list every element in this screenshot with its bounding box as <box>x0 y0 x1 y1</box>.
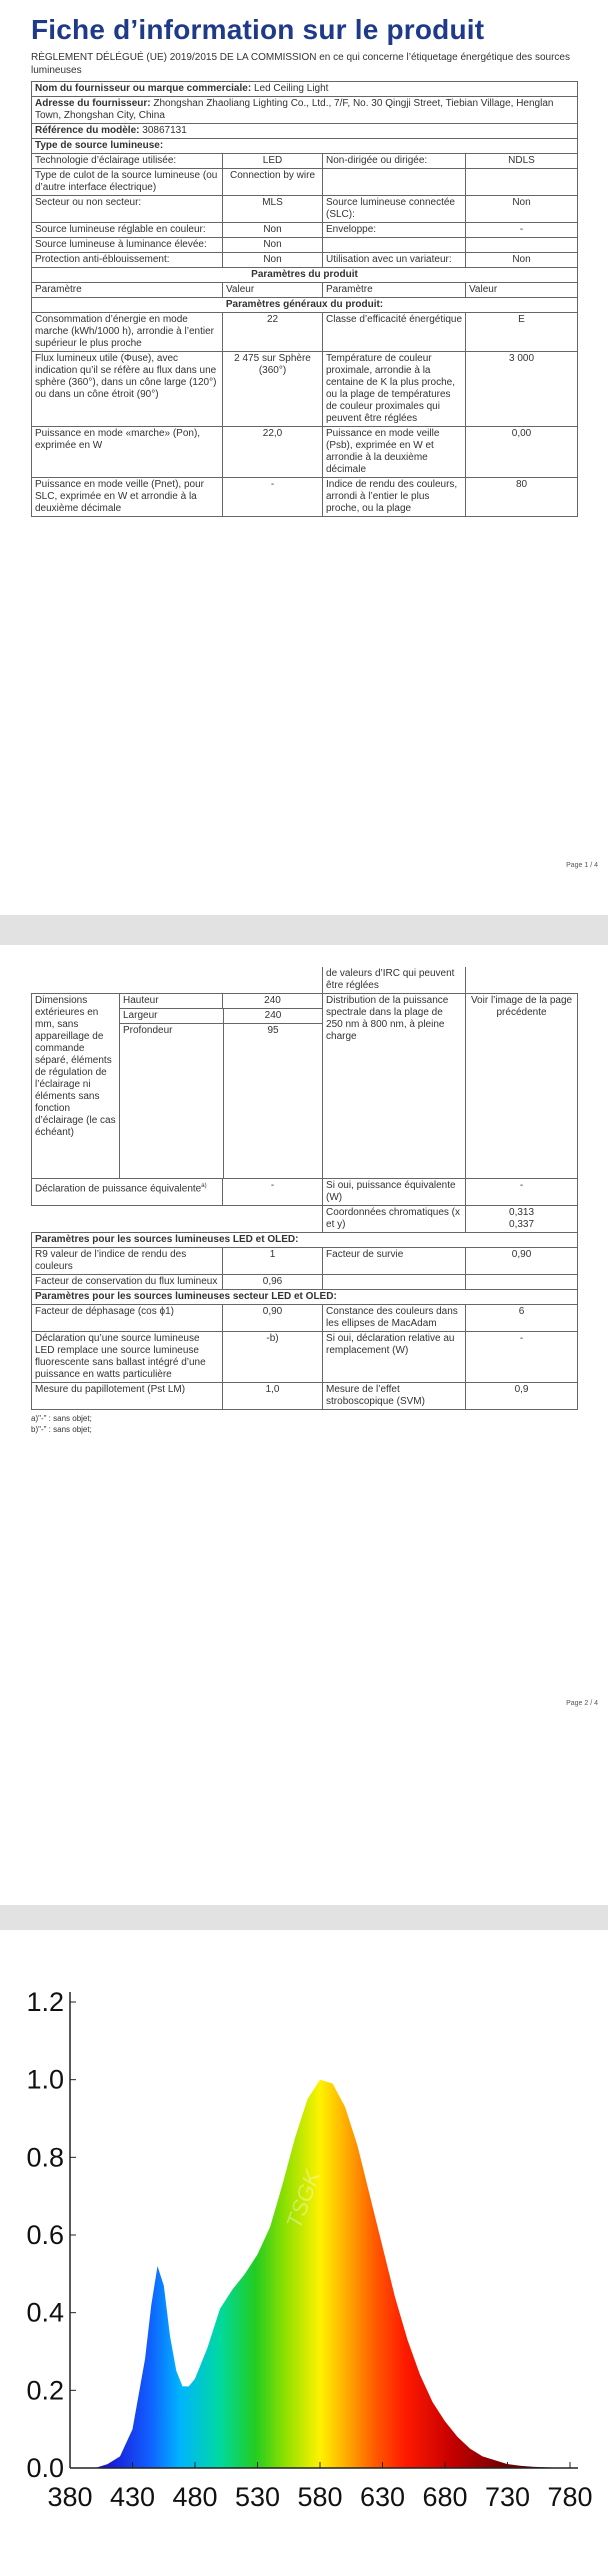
general-v1: 22 <box>223 313 323 352</box>
watermark-text: TSGK <box>431 2146 476 2212</box>
type-row <box>32 253 578 268</box>
equiv-row-label <box>32 1179 223 1206</box>
model-value: 30867131 <box>142 125 187 136</box>
type-p1: Source lumineuse réglable en couleur: <box>32 223 223 238</box>
page-separator-2 <box>0 1905 608 1930</box>
y-tick-label: 1.2 <box>26 1987 64 2017</box>
type-v2: - <box>466 223 578 238</box>
type-row <box>32 154 578 169</box>
general-v1: 2 475 sur Sphère (360°) <box>223 352 323 427</box>
led-row <box>32 1275 578 1290</box>
general-p1: Flux lumineux utile (Φuse), avec indication qu’il se réfère au flux dans une sphère (360°), dans un cône large (120°) ou dans un cône étroit (90°) <box>32 352 223 427</box>
product-info-table-cont <box>31 967 578 1410</box>
mains-v2: 6 <box>466 1305 578 1332</box>
note-b: b)"-" : sans objet; <box>31 1425 92 1434</box>
type-v2: Non <box>466 253 578 268</box>
chroma-value: 0,313 0,337 <box>466 1206 578 1233</box>
type-p2: Enveloppe: <box>323 223 466 238</box>
type-v1: Connection by wire <box>223 169 323 196</box>
mains-p1: Facteur de déphasage (cos ϕ1) <box>32 1305 223 1332</box>
type-v2 <box>466 169 578 196</box>
y-tick-label: 0.2 <box>26 2375 64 2406</box>
mains-v2: - <box>466 1332 578 1383</box>
type-v2: Non <box>466 196 578 223</box>
dim-depth-value: 95 <box>224 1024 323 1179</box>
type-row <box>32 196 578 223</box>
page-3 <box>0 1930 608 2560</box>
page-2 <box>0 945 608 1905</box>
general-v2: E <box>466 313 578 352</box>
general-p2: Classe d’efficacité énergétique <box>323 313 466 352</box>
spectral-distribution-chart <box>0 1930 608 2560</box>
equiv-p2: Si oui, puissance équivalente (W) <box>323 1179 466 1206</box>
page-number-2: Page 2 / 4 <box>566 1700 598 1707</box>
mains-p1: Mesure du papillotement (Pst LM) <box>32 1383 223 1410</box>
regulation-text: RÈGLEMENT DÉLÉGUÉ (UE) 2019/2015 DE LA COMMISSION en ce qui concerne l’étiquetage énergétique des sources lumineuses <box>31 52 570 76</box>
mains-v1: -b) <box>223 1332 323 1383</box>
type-p2: Source lumineuse connectée (SLC): <box>323 196 466 223</box>
col-value-2: Valeur <box>466 283 578 298</box>
page-number-1: Page 1 / 4 <box>566 862 598 869</box>
mains-heading: Paramètres pour les sources lumineuses secteur LED et OLED: <box>32 1290 578 1305</box>
y-tick-label: 0.8 <box>26 2142 64 2173</box>
led-row <box>32 1248 578 1275</box>
mains-p1: Déclaration qu’une source lumineuse LED remplace une source lumineuse fluorescente sans ballast intégré d’une puissance en watts particulière <box>32 1332 223 1383</box>
type-row <box>32 223 578 238</box>
led-v2 <box>466 1275 578 1290</box>
general-p2: Puissance en mode veille (Psb), exprimée en W et arrondie à la deuxième décimale <box>323 427 466 478</box>
product-info-table <box>31 81 578 517</box>
dim-height-label: Hauteur <box>120 994 223 1009</box>
watermark-text: TSGK <box>131 2116 176 2182</box>
led-v2: 0,90 <box>466 1248 578 1275</box>
x-tick-label: 580 <box>297 2482 343 2512</box>
page-1 <box>0 0 608 915</box>
type-row <box>32 169 578 196</box>
mains-row <box>32 1332 578 1383</box>
mains-row <box>32 1383 578 1410</box>
dim-width-label: Largeur <box>120 1009 224 1024</box>
mains-v2: 0,9 <box>466 1383 578 1410</box>
general-row <box>32 313 578 352</box>
type-v2 <box>466 238 578 253</box>
led-heading: Paramètres pour les sources lumineuses LED et OLED: <box>32 1233 578 1248</box>
general-row <box>32 478 578 517</box>
col-param-1: Paramètre <box>32 283 223 298</box>
type-heading: Type de source lumineuse: <box>32 139 578 154</box>
col-param-2: Paramètre <box>323 283 466 298</box>
col-value-1: Valeur <box>223 283 323 298</box>
x-tick-label: 380 <box>47 2482 93 2512</box>
equiv-value: - <box>223 1179 323 1206</box>
equiv-label: Déclaration de puissance équivalente <box>35 1183 202 1195</box>
general-p1: Consommation d’énergie en mode marche (kWh/1000 h), arrondie à l’entier supérieur le plus proche <box>32 313 223 352</box>
type-v2: NDLS <box>466 154 578 169</box>
general-p1: Puissance en mode veille (Pnet), pour SLC, exprimée en W et arrondie à la deuxième décimale <box>32 478 223 517</box>
type-v1: Non <box>223 253 323 268</box>
x-tick-label: 730 <box>484 2482 531 2512</box>
chroma-label: Coordonnées chromatiques (x et y) <box>323 1206 466 1233</box>
general-v1: 22,0 <box>223 427 323 478</box>
equiv-sup: a) <box>201 1183 207 1189</box>
note-a: a)"-" : sans objet; <box>31 1414 92 1423</box>
led-p2 <box>323 1275 466 1290</box>
type-v1: Non <box>223 238 323 253</box>
y-tick-label: 0.6 <box>26 2220 64 2250</box>
model-label: Référence du modèle: <box>35 125 140 136</box>
page-title: Fiche d’information sur le produit <box>31 14 485 45</box>
type-p1: Protection anti-éblouissement: <box>32 253 223 268</box>
general-p2: Température de couleur proximale, arrondie à la centaine de K la plus proche, ou la plage de températures de couleur proximales qui peuvent être réglées <box>323 352 466 427</box>
type-p2 <box>323 169 466 196</box>
address-value: Zhongshan Zhaoliang Lighting Co., Ltd., 7/F, No. 30 Qingji Street, Tiebian Village, Henglan Town, Zhongshan City, China <box>35 98 554 121</box>
dim-depth-label: Profondeur <box>120 1024 224 1179</box>
mains-p2: Si oui, déclaration relative au remplacement (W) <box>323 1332 466 1383</box>
type-p2 <box>323 238 466 253</box>
led-p1: R9 valeur de l’indice de rendu des couleurs <box>32 1248 223 1275</box>
cri-cont-text: de valeurs d’IRC qui peuvent être réglées <box>323 967 466 994</box>
type-p2: Non-dirigée ou dirigée: <box>323 154 466 169</box>
led-v1: 1 <box>223 1248 323 1275</box>
x-tick-label: 530 <box>234 2482 281 2512</box>
params-heading: Paramètres du produit <box>32 268 578 283</box>
general-v2: 3 000 <box>466 352 578 427</box>
mains-p2: Mesure de l’effet stroboscopique (SVM) <box>323 1383 466 1410</box>
type-v1: LED <box>223 154 323 169</box>
y-tick-label: 0.0 <box>26 2453 64 2483</box>
type-p1: Technologie d’éclairage utilisée: <box>32 154 223 169</box>
general-p1: Puissance en mode «marche» (Pon), exprimée en W <box>32 427 223 478</box>
spd-value: Voir l’image de la page précédente <box>466 994 578 1179</box>
general-v2: 80 <box>466 478 578 517</box>
mains-row <box>32 1305 578 1332</box>
x-tick-label: 430 <box>109 2482 156 2512</box>
page-separator-1 <box>0 915 608 945</box>
led-v1: 0,96 <box>223 1275 323 1290</box>
y-tick-label: 0.4 <box>26 2297 64 2328</box>
supplier-value: Led Ceiling Light <box>253 83 329 94</box>
x-tick-label: 680 <box>422 2482 468 2512</box>
model-row <box>32 124 578 139</box>
type-v1: Non <box>223 223 323 238</box>
x-tick-label: 480 <box>172 2482 218 2512</box>
supplier-label: Nom du fournisseur ou marque commerciale: <box>35 83 252 94</box>
mains-v1: 1,0 <box>223 1383 323 1410</box>
type-v1: MLS <box>223 196 323 223</box>
general-row <box>32 427 578 478</box>
general-heading: Paramètres généraux du produit: <box>32 298 578 313</box>
mains-p2: Constance des couleurs dans les ellipses de MacAdam <box>323 1305 466 1332</box>
led-p2: Facteur de survie <box>323 1248 466 1275</box>
equiv-v2: - <box>466 1179 578 1206</box>
y-tick-label: 1.0 <box>26 2064 64 2095</box>
x-tick-label: 780 <box>547 2482 593 2512</box>
dim-width-value: 240 <box>224 1009 323 1024</box>
address-label: Adresse du fournisseur: <box>35 98 151 109</box>
type-p1: Secteur ou non secteur: <box>32 196 223 223</box>
general-v1: - <box>223 478 323 517</box>
dimensions-label: Dimensions extérieures en mm, sans appareillage de commande séparé, éléments de régulation de l’éclairage ni éléments sans fonction d’éclairage (le cas échéant) <box>32 994 120 1179</box>
watermark-text: TSGK <box>281 2166 326 2232</box>
general-p2: Indice de rendu des couleurs, arrondi à l’entier le plus proche, ou la plage <box>323 478 466 517</box>
type-p1: Type de culot de la source lumineuse (ou d’autre interface électrique) <box>32 169 223 196</box>
address-row <box>32 97 578 124</box>
supplier-row <box>32 82 578 97</box>
led-p1: Facteur de conservation du flux lumineux <box>32 1275 223 1290</box>
spd-label: Distribution de la puissance spectrale dans la plage de 250 nm à 800 nm, à pleine charge <box>323 994 466 1179</box>
type-row <box>32 238 578 253</box>
dim-height-value: 240 <box>223 994 323 1009</box>
mains-v1: 0,90 <box>223 1305 323 1332</box>
general-row <box>32 352 578 427</box>
type-p1: Source lumineuse à luminance élevée: <box>32 238 223 253</box>
general-v2: 0,00 <box>466 427 578 478</box>
type-p2: Utilisation avec un variateur: <box>323 253 466 268</box>
x-tick-label: 630 <box>359 2482 406 2512</box>
